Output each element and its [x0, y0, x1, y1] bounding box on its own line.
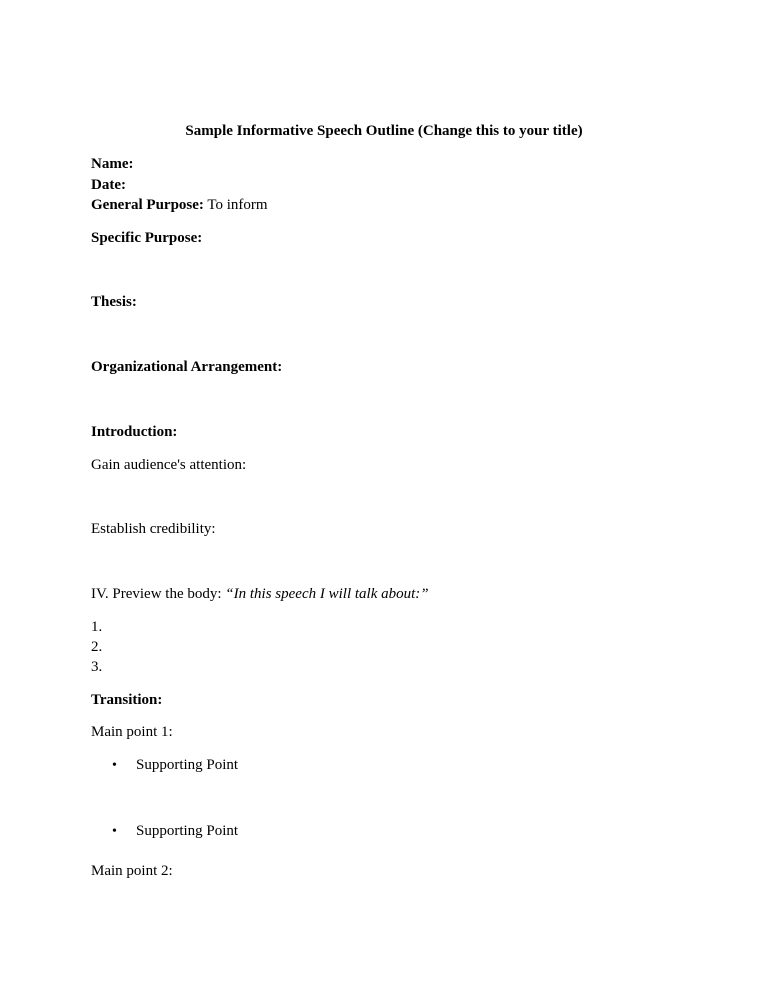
- general-purpose-label: General Purpose:: [91, 197, 204, 213]
- list-item: 3.: [91, 659, 103, 675]
- date-label: Date:: [91, 177, 126, 193]
- supporting-point-text: Supporting Point: [136, 757, 239, 773]
- document-title: Sample Informative Speech Outline (Change this to your title): [185, 123, 583, 139]
- establish-credibility-text: Establish credibility:: [91, 521, 216, 537]
- preview-line: [91, 585, 429, 603]
- supporting-point-item: [112, 822, 238, 841]
- supporting-point-item: [112, 756, 238, 775]
- main-point-2-label: Main point 2:: [91, 863, 173, 879]
- general-purpose-value: To inform: [203, 197, 268, 213]
- supporting-point-text: Supporting Point: [136, 823, 239, 839]
- name-label: Name:: [91, 156, 134, 172]
- list-item: 1.: [91, 619, 103, 635]
- bullet-icon: •: [112, 758, 117, 773]
- general-purpose-line: [91, 196, 268, 214]
- organizational-arrangement-label: Organizational Arrangement:: [91, 359, 283, 375]
- transition-label: Transition:: [91, 692, 163, 708]
- main-point-1-label: Main point 1:: [91, 724, 173, 740]
- bullet-icon: •: [112, 824, 117, 839]
- thesis-label: Thesis:: [91, 294, 137, 310]
- gain-attention-text: Gain audience's attention:: [91, 457, 247, 473]
- introduction-label: Introduction:: [91, 424, 178, 440]
- specific-purpose-label: Specific Purpose:: [91, 230, 203, 246]
- list-item: 2.: [91, 639, 103, 655]
- preview-quote: “In this speech I will talk about:”: [225, 586, 429, 602]
- preview-label: IV. Preview the body:: [91, 586, 226, 602]
